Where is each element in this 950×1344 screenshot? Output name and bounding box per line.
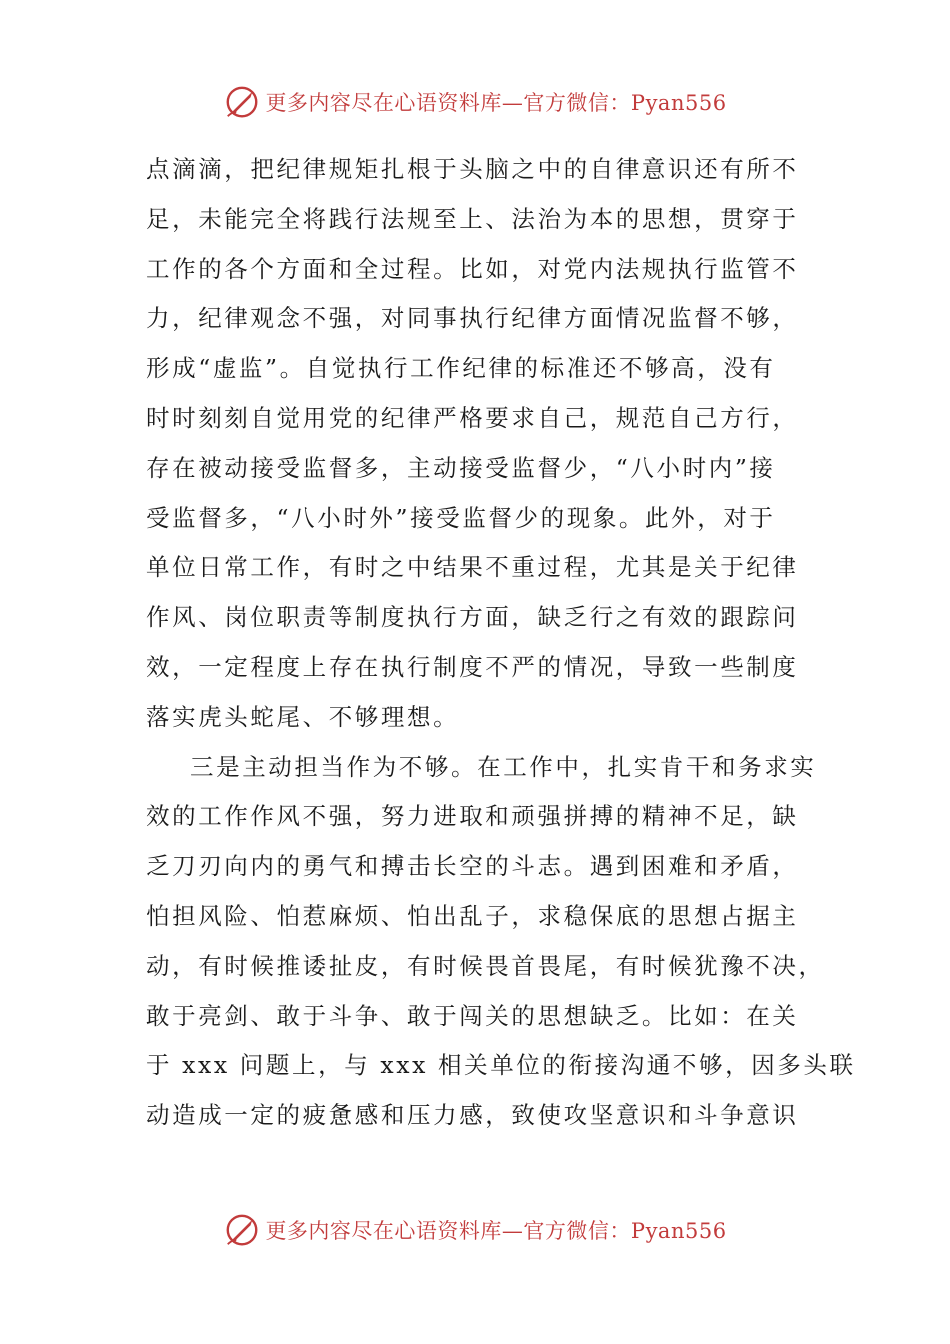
text-line: 乏刀刃向内的勇气和搏击长空的斗志。遇到困难和矛盾， <box>146 852 799 881</box>
text-line: 动造成一定的疲惫感和压力感，致使攻坚意识和斗争意识 <box>146 1101 799 1130</box>
text-line: 点滴滴，把纪律规矩扎根于头脑之中的自律意识还有所不 <box>146 155 799 183</box>
text-line: 怕担风险、怕惹麻烦、怕出乱子，求稳保底的思想占据主 <box>146 901 799 930</box>
pen-circle-icon <box>223 83 261 121</box>
text-line: 存在被动接受监督多，主动接受监督少，“八小时内”接 <box>146 453 776 482</box>
text-line: 受监督多，“八小时外”接受监督少的现象。此外，对于 <box>146 503 776 532</box>
text-line: 力，纪律观念不强，对同事执行纪律方面情况监督不够， <box>146 304 799 333</box>
text-line: 工作的各个方面和全过程。比如，对党内法规执行监管不 <box>146 254 799 283</box>
document-body <box>146 145 856 1141</box>
text-line: 单位日常工作，有时之中结果不重过程，尤其是关于纪律 <box>146 553 799 582</box>
text-line: 动，有时候推诿扯皮，有时候畏首畏尾，有时候犹豫不决， <box>146 951 825 980</box>
text-line: 效，一定程度上存在执行制度不严的情况，导致一些制度 <box>146 652 799 681</box>
pen-circle-icon <box>223 1211 261 1249</box>
header-banner <box>0 82 950 122</box>
text-line: 足，未能完全将践行法规至上、法治为本的思想，贯穿于 <box>146 204 799 233</box>
text-line: 效的工作作风不强，努力进取和顽强拼搏的精神不足，缺 <box>146 802 799 831</box>
footer-banner <box>0 1210 950 1250</box>
paragraph-start-line: 三是主动担当作为不够。在工作中，扎实肯干和务求实 <box>190 752 817 781</box>
footer-banner-text: 更多内容尽在心语资料库—官方微信：Pyan556 <box>265 1219 727 1243</box>
text-line: 于 xxx 问题上，与 xxx 相关单位的衔接沟通不够，因多头联 <box>146 1051 856 1080</box>
text-line: 敢于亮剑、敢于斗争、敢于闯关的思想缺乏。比如：在关 <box>146 1001 799 1030</box>
text-line: 形成“虚监”。自觉执行工作纪律的标准还不够高，没有 <box>146 354 776 383</box>
text-line: 时时刻刻自觉用党的纪律严格要求自己，规范自己方行， <box>146 403 799 432</box>
text-line: 作风、岗位职责等制度执行方面，缺乏行之有效的跟踪问 <box>146 603 799 632</box>
text-line: 落实虎头蛇尾、不够理想。 <box>146 702 460 731</box>
header-banner-text: 更多内容尽在心语资料库—官方微信：Pyan556 <box>265 91 727 115</box>
